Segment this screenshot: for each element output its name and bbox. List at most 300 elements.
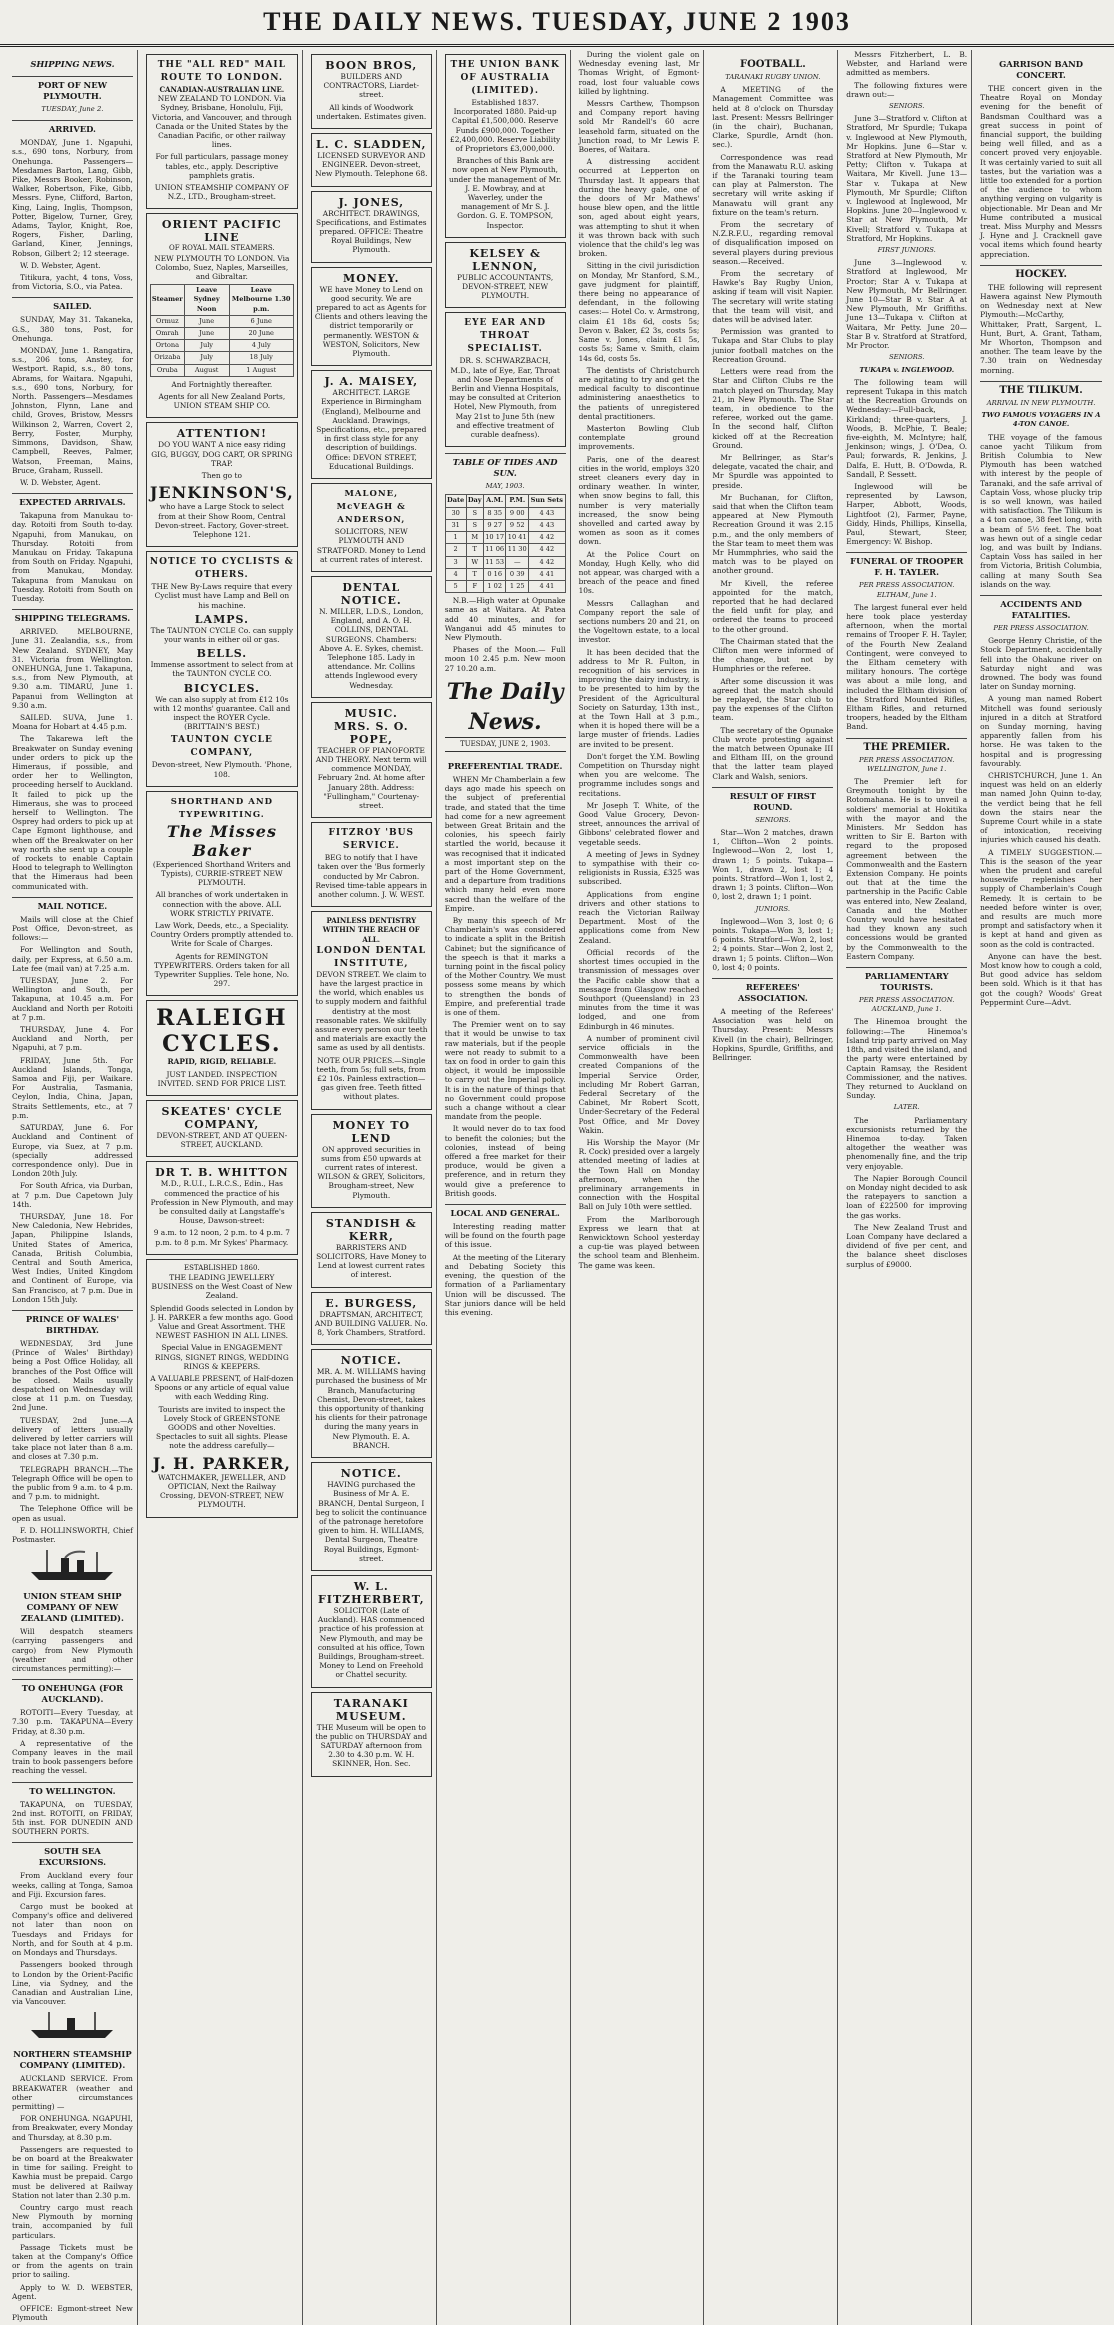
- excursion-heading: SOUTH SEA EXCURSIONS.: [12, 1842, 133, 1868]
- first-juniors-label: FIRST JUNIORS.: [877, 246, 936, 255]
- dental-text: N. MILLER, L.D.S., London, England, and A. O. H. COLLINS, DENTAL SURGEONS. Chambers: Above A. E. Sykes, chemist. Telephone 185. Lady in attendance. Mr. Collins attends Inglewood every Wednesday.: [319, 606, 424, 690]
- telegrams-heading: SHIPPING TELEGRAMS.: [12, 609, 133, 624]
- referees-text: A meeting of the Referees' Association was held on Thursday. Present: Messrs Kivell (in the chair), Bellringer, Hopkins, Spurdle, Griffiths, and Bellringer.: [712, 1007, 834, 1063]
- standish-ad: [311, 1212, 432, 1288]
- fitzroy-text: BEG to notify that I have taken over the 'Bus formerly conducted by Mr Cabron. Revised time-table appears in another column. J. W. WEST.: [315, 853, 428, 899]
- preferential-heading: PREFERENTIAL TRADE.: [447, 760, 563, 771]
- editorial-text-3: The Premier went on to say that it would be unwise to tax raw materials, but if the people were not ready to submit to a tax on food in order to gain this object, it would be impossible to carry out the Imperial policy. It is in the nature of things that no Government could propose such a change without a clear mandate from the people.: [444, 1020, 566, 1122]
- tides-th: Sun Sets: [529, 495, 566, 507]
- news-item: Applications from engine drivers and other stations to reach the Victorian Railway Department. Most of the applications come from New Zealand.: [578, 889, 700, 945]
- eye-text: DR. S. SCHWARZBACH, M.D., late of Eye, Ear, Throat and Nose Departments of Berlin and Vienna Hospitals, may be consulted at Criterion Hotel, New Plymouth, from May 21st to June 5th (new and effective treatment of curable deafness).: [449, 356, 562, 440]
- tides-cell: 1 02: [483, 580, 506, 592]
- telegrams-text: ARRIVED. MELBOURNE, June 31. Zealandia, s.s., from New Zealand. SYDNEY, May 31. Victoria from Wellington. ONEHUNGA, June 1. Takapuna, s.s., from New Plymouth, at 9.30 a.m. TIMARU, June 1. Papanui from Wellington at 9.30 a.m.: [12, 627, 133, 710]
- london-prices: NOTE OUR PRICES.—Single teeth, from 5s; full sets, from £2 10s. Painless extraction—gas given free. Teeth fitted without plates.: [316, 1055, 427, 1102]
- shorthand-text-2: All branches of work undertaken in connection with the above. ALL WORK STRICTLY PRIVATE.: [155, 890, 289, 918]
- representative-text: A representative of the Company leaves in the mail train to book passengers before reaching the vessel.: [12, 1738, 133, 1776]
- maisey-ad: [311, 370, 432, 479]
- boon-title: BOON BROS,: [325, 59, 418, 72]
- music-title: MUSIC.: [344, 706, 398, 720]
- skeates-ad: [146, 1100, 298, 1157]
- juniors-label: JUNIORS.: [755, 904, 791, 913]
- bank-title: THE UNION BANK OF AUSTRALIA (LIMITED).: [450, 60, 560, 96]
- orient-cell: 1 August: [229, 364, 293, 376]
- fitzherbert-ad: [311, 1575, 432, 1688]
- tukapa-heading: TUKAPA v. INGLEWOOD.: [859, 365, 955, 374]
- all-red-sub: CANADIAN-AUSTRALIAN LINE.: [159, 85, 285, 94]
- jones-text: ARCHITECT. DRAWINGS, Specifications, and Estimates prepared. OFFICE: Theatre Royal Buildings, New Plymouth.: [316, 208, 427, 255]
- sladden-title: L. C. SLADDEN,: [316, 138, 427, 152]
- tides-heading: TABLE OF TIDES AND SUN.: [445, 453, 566, 479]
- money-lend-title: MONEY TO LEND: [332, 1118, 411, 1145]
- burgess-title: E. BURGESS,: [325, 1296, 418, 1310]
- burgess-ad: [311, 1292, 432, 1346]
- editorial-dateline: TUESDAY, JUNE 2, 1903.: [445, 737, 566, 752]
- excursion-text: From Auckland every four weeks, calling at Tonga, Samoa and Fiji. Excursion fares.: [12, 1871, 133, 1899]
- junior-scores: Inglewood—Won 3, lost 0; 6 points. Tukapa—Won 3, lost 1; 6 points. Stratford—Won 2, lost 2; 4 points. Star—Won 2, lost 2, drawn 1; 5 points. Clifton—Won 0, lost 4; 0 points.: [712, 916, 834, 972]
- tides-row: [445, 568, 565, 580]
- raleigh-title: RALEIGH: [156, 1005, 288, 1032]
- birthday-text-3: TELEGRAPH BRANCH.—The Telegraph Office will be open to the public from 9 a.m. to 4 p.m. and 7 p.m. to midnight.: [12, 1464, 133, 1502]
- mail-heading: MAIL NOTICE.: [12, 897, 133, 912]
- orient-cell: Orizaba: [150, 352, 184, 364]
- news-item: At the Police Court on Monday, Hugh Kelly, who did not appear, was charged with a breach of the peace and fined 10s.: [578, 549, 700, 596]
- accident-text: A young man named Robert Mitchell was found seriously injured in a ditch at Stratford on Sunday morning, having apparently fallen from his horse. He was taken to the hospital and is progressing favourably.: [980, 694, 1102, 768]
- expected-heading: EXPECTED ARRIVALS.: [12, 493, 133, 508]
- northern-text-1: AUCKLAND SERVICE. From BREAKWATER (weather and other circumstances permitting) —: [12, 2074, 133, 2111]
- misses-baker: The Misses Baker: [166, 821, 277, 860]
- tilikum-text: THE voyage of the famous canoe yacht Tilikum from British Columbia to New Plymouth has been watched with interest by the people of Taranaki, and the safe arrival of Captain Voss, whose plucky trip is so well known, was hailed with satisfaction. The Tilikum is a 4 ton canoe, 38 feet long, with a beam of 5½ feet. The boat was hewn out of a single cedar log, and was built by Indians. Captain Voss has sailed in her from Victoria, British Columbia, calling at many South Sea islands on the way.: [980, 432, 1102, 589]
- raleigh-words: RAPID, RIGID, RELIABLE.: [167, 1057, 277, 1067]
- jewel-text-3: Special Value in ENGAGEMENT RINGS, SIGNET RINGS, WEDDING RINGS & KEEPERS.: [154, 1343, 289, 1371]
- tides-cell: T: [466, 568, 483, 580]
- jewel-text-2: Splendid Goods selected in London by J. H. PARKER a few months ago. Good Value and Great Assortment. THE NEWEST FASHION IN ALL LINES.: [150, 1303, 294, 1341]
- orient-table-row: [150, 364, 293, 376]
- steamship-icon: [27, 1548, 117, 1582]
- tides-cell: 5: [445, 580, 466, 592]
- column-6: [708, 50, 838, 2325]
- mail-text-8: THURSDAY, June 18. For New Caledonia, New Hebrides, Japan, Philippine Islands, United States of America, Canada, British Columbia, Central and South America, West Indies, United Kingdom and Continent of Europe, via San Francisco, at 7 p.m. Due in London 15th July.: [12, 1211, 133, 1304]
- jewel-text-4: A VALUABLE PRESENT, of Half-dozen Spoons or any article of equal value with each Wedding Ring.: [150, 1374, 294, 1402]
- expected-text: Takapuna from Manukau to-day. Rotoiti from South to-day. Ngapuhi, from Manukau, on Thursday. Rotoiti from Manukau on Friday. Takapuna from South on Friday. Ngapuhi, from Manukau, Monday. Takapuna from Manukau on Tuesday. Rotoiti from South on Tuesday.: [12, 511, 133, 603]
- shorthand-text-1: (Experienced Shorthand Writers and Typists), CURRIE-STREET NEW PLYMOUTH.: [152, 859, 291, 888]
- money-lend-text: ON approved securities in sums from £50 upwards at current rates of interest. WILSON & GREY, Solicitors, Brougham-street, New Plymouth.: [317, 1144, 426, 1200]
- tides-cell: 1 25: [506, 580, 529, 592]
- seniors-label: SENIORS.: [755, 815, 791, 824]
- orient-table-row: [150, 340, 293, 352]
- tourists-text: The Hinemoa brought the following:—The Hinemoa's Island trip party arrived on May 18th, and visited the island, and the party were entertained by Captain Ramsay, the Resident Commissioner, and the natives. They returned to Auckland on Sunday.: [846, 1017, 968, 1101]
- column-2: [142, 50, 303, 2325]
- orient-table-row: [150, 315, 293, 327]
- orient-cell: July: [184, 340, 229, 352]
- orient-cell: 4 July: [229, 340, 293, 352]
- masthead: [0, 0, 1114, 47]
- skeates-text: DEVON-STREET, AND AT QUEEN-STREET, AUCKLAND.: [156, 1131, 288, 1150]
- football-text: Letters were read from the Star and Clifton Clubs re the match played on Thursday, May 21, in New Plymouth. The Star team, in obedience to the referee, worked out the game. In the second half, Clifton kicked off at the Recreation Ground.: [712, 367, 834, 450]
- telegrams-text-2: SAILED. SUVA, June 1. Moana for Hobart at 4.45 p.m.: [12, 712, 133, 732]
- jones-ad: [311, 191, 432, 263]
- referees-heading: REFEREES' ASSOCIATION.: [712, 978, 833, 1004]
- tides-th: A.M.: [483, 495, 506, 507]
- notice-text-1: MR. A. M. WILLIAMS having purchased the business of Mr Branch, Manufacturing Chemist, Devon-street, takes this opportunity of thanking his clients for their patronage during the many years in New Plymouth. E. A. BRANCH.: [315, 1367, 428, 1450]
- established: ESTABLISHED 1860.: [184, 1263, 260, 1272]
- funeral-heading: FUNERAL OF TROOPER F. H. TAYLER.: [846, 552, 967, 578]
- steamship-icon-2: [27, 2010, 117, 2040]
- accident-text: CHRISTCHURCH, June 1. An inquest was held on an elderly man named John Quinn to-day, the verdict being that he fell down the stairs near the Supreme Court while in a state of intoxication, receiving injuries which caused his death.: [980, 771, 1102, 845]
- notice-text-2: HAVING purchased the Business of Mr A. E. BRANCH, Dental Surgeon, I beg to solicit the continuance of the patronage heretofore given to him. H. WILLIAMS, Dental Surgeon, Theatre Royal Buildings, Egmont-street.: [315, 1480, 427, 1563]
- all-red-ad: [146, 54, 298, 209]
- eye-title: EYE EAR AND THROAT SPECIALIST.: [464, 318, 546, 355]
- tides-cell: —: [506, 556, 529, 568]
- arrived-text: MONDAY, June 1. Ngapuhi, s.s., 690 tons, Norbury, from Onehunga. Passengers—Mesdames Barton, Lang, Gibb, Pike, Messrs Booker, Robinson, Walker, Robertson, Fike, Gibb, Messrs. Fyne, Clifford, Barton, King, Laing, Inglis, Thompson, Potter, Bigelow, Turner, Grey, Adams, Taylor, Knight, Roe, Rogers, Fisher, Darling, Garland, Kiner, Jennings, Robson, Gilbert 2; 12 steerage.: [12, 138, 133, 258]
- accident-text: A TIMELY SUGGESTION.—This is the season of the year when the prudent and careful housewife replenishes her supply of Chamberlain's Cough Remedy. It is certain to be needed before winter is over, and results are much more prompt and satisfactory when it is kept at hand and given as soon as the cold is contracted.: [980, 847, 1102, 949]
- junior-fixtures: June 3—Inglewood v. Stratford at Inglewood, Mr Proctor; Star A v. Tukapa at New Plymouth, Mr Bellringer. June 10—Star B v. Star A at New Plymouth, Mr Griffiths. June 13—Tukapa v. Clifton at Waitara, Mr Petty. June 20—Star B v. Stratford at Stratford, Mr Proctor.: [846, 258, 968, 351]
- football-text: From the secretary of Hawke's Bay Rugby Union, asking if team will visit Napier. The secretary will write stating that the team will visit, and dates will be advised later.: [712, 269, 834, 325]
- orient-cell: Ortona: [150, 340, 184, 352]
- column-3: [307, 50, 437, 2325]
- column-4: [441, 50, 571, 2325]
- sailed-text-2: MONDAY, June 1. Rangatira, s.s., 206 tons, Anstey, for Westport. Rapid, s.s., 80 tons, Abrams, for Waitara. Ngapuhi, s.s., 690 tons, Norbury, for North. Passengers—Mesdames Johnston, Flynn, Lane and child, Groves, Bristow, Messrs Wilkinson 2, Warren, Covert 2, Berry, Foster, Murphy, Simmons, Davidson, Shaw, Campbell, Reeves, Palmer, Watson, Freeman, Mains, Bruce, Graham, Russell.: [12, 346, 133, 475]
- northern-text-4: Country cargo must reach New Plymouth by morning train, accompanied by full particulars.: [12, 2202, 133, 2240]
- tides-cell: 4 43: [529, 519, 566, 531]
- union-text: Will despatch steamers (carrying passengers and cargo) from New Plymouth (weather and other circumstances permitting):—: [12, 1627, 133, 1674]
- mail-text-3: TUESDAY, June 2. For Wellington and South, per Takapuna, at 10.45 a.m. For Auckland and North per Rotoiti at 7 p.m.: [12, 976, 133, 1022]
- tides-cell: 10 17: [483, 532, 506, 544]
- notice-williams-ad: [311, 1462, 432, 1571]
- raleigh-ad: [146, 1000, 298, 1096]
- orient-th: Leave Sydney Noon: [184, 285, 229, 316]
- masthead-title: THE DAILY NEWS. TUESDAY, JUNE 2 1903: [263, 7, 851, 36]
- sladden-ad: [311, 133, 432, 187]
- bicycles-heading: BICYCLES.: [183, 681, 260, 695]
- tides-cell: 9 27: [483, 519, 506, 531]
- london-dental-ad: [311, 911, 432, 1109]
- football-text: Correspondence was read from the Manawatu R.U. asking if the Taranaki touring team can play at Palmerston. The secretary will write asking if Manawatu will grant any fixture on the team's return.: [712, 152, 834, 217]
- news-item: A meeting of Jews in Sydney to sympathise with their co-religionists in Russia, £325 was subscribed.: [578, 849, 700, 887]
- jenkinson-name: JENKINSON'S,: [149, 483, 294, 503]
- orient-th: Leave Melbourne 1.30 p.m.: [229, 285, 293, 316]
- moon-phases: Phases of the Moon.— Full moon 10 2.45 p.m. New moon 27 10.20 a.m.: [444, 645, 566, 673]
- news-item: Messrs Carthew, Thompson and Company report having sold Mr Randell's 60 acre leasehold farm, situated on the Junction road, to Mr Lewis F. Boeres, of Waitara.: [578, 99, 700, 155]
- london-title: LONDON DENTAL INSTITUTE,: [316, 944, 427, 969]
- shorthand-ad: [146, 791, 298, 997]
- newspaper-flag: The Daily News.: [446, 678, 564, 735]
- onehunga-heading: TO ONEHUNGA (FOR AUCKLAND).: [12, 1679, 133, 1705]
- shorthand-title: SHORTHAND AND TYPEWRITING.: [170, 796, 273, 820]
- kelsey-text: PUBLIC ACCOUNTANTS, DEVON-STREET, NEW PLYMOUTH.: [457, 272, 554, 301]
- news-item: His Worship the Mayor (Mr R. Cock) presided over a largely attended meeting of ladies at the Town Hall on Monday afternoon, when the preliminary arrangements in connection with the Hospital Ball on July 10th were settled.: [578, 1137, 700, 1212]
- wellington-text: TAKAPUNA, on TUESDAY, 2nd inst. ROTOITI, on FRIDAY, 5th inst. FOR DUNEDIN AND SOUTHERN PORTS.: [12, 1799, 133, 1837]
- tides-cell: 4: [445, 568, 466, 580]
- arrived-heading: ARRIVED.: [12, 120, 133, 135]
- tukapa-team: The following team will represent Tukapa in this match at the Recreation Grounds on Wednesday:—Full-back, Kirkland; three-quarters, J. Woods, B. McPhie, T. Beale; five-eighth, M. McIntyre; half, Jenkinson; wings, J. O'Dea, O. Paul; forwards, R. Jenkins, J. Dalfa, E. Hutt, B. O'Dowda, R. Sandall, P. Sessett.: [846, 377, 968, 479]
- funeral-text: The largest funeral ever held here took place yesterday afternoon, when the mortal remains of Trooper F. H. Tayler, of the Fourth New Zealand Contingent, were conveyed to the Eltham cemetery with military honours. The cortège was about a mile long, and included the Eltham division of the Stratford Mounted Rifles, Eltham Rifles, and returned troopers, headed by the Eltham Band.: [846, 602, 968, 732]
- pope-text: TEACHER OF PIANOFORTE AND THEORY. Next term will commence MONDAY, February 2nd. At home after January 28th. Address: "Fullingham," Courtenay-street.: [315, 745, 427, 810]
- money-ad: [311, 267, 432, 367]
- jewel-text-5: Tourists are invited to inspect the Lovely Stock of GREENSTONE GOODS and other Novelties. Spectacles to suit all sights. Please note the address carefully—: [156, 1404, 288, 1451]
- football-heading: FOOTBALL.: [739, 59, 806, 70]
- orient-cell: Ormuz: [150, 315, 184, 327]
- football-text: Mr Kivell, the referee appointed for the match, reported that he had declared the field unfit for play, and ordered the teams to proceed to the other ground.: [712, 578, 834, 634]
- attention-title: ATTENTION!: [176, 427, 267, 441]
- columns: [8, 50, 1106, 2323]
- tides-th: Day: [466, 495, 483, 507]
- football-sub: TARANAKI RUGBY UNION.: [725, 73, 821, 81]
- shipping-heading: SHIPPING NEWS.: [30, 59, 115, 69]
- premier-sub: PER PRESS ASSOCIATION. WELLINGTON, June 1.: [859, 755, 955, 773]
- tides-th: Date: [445, 495, 466, 507]
- editorial-text-4: It would never do to tax food to benefit the colonies; but the colonies, instead of being offered a free market for their produce, would be given a preference, and in return they would give a preference to British goods.: [444, 1124, 566, 1198]
- orient-cell: July: [184, 352, 229, 364]
- cycles-title: CYCLES.: [162, 1031, 282, 1058]
- tides-cell: 4 41: [529, 580, 566, 592]
- later-label: LATER.: [893, 1103, 920, 1112]
- raleigh-text: JUST LANDED. INSPECTION INVITED. SEND FOR PRICE LIST.: [157, 1069, 287, 1088]
- news-item: From the Marlborough Express we learn that at Renwicktown School yesterday a cup-tie was played between the school team and Blenheim. The game was keen.: [578, 1214, 700, 1270]
- mail-text-2: For Wellington and South, daily, per Express, at 6.50 a.m. Late fee (mail van) at 7.25 a.m.: [12, 945, 133, 973]
- bells-text: Immense assortment to select from at the TAUNTON CYCLE CO.: [150, 660, 294, 679]
- mail-text-6: SATURDAY, June 6. For Auckland and Continent of Europe, via Suez, at 7 p.m. (specially addressed correspondence only). Due in London 20th July.: [12, 1123, 133, 1179]
- tides-cell: 9 52: [506, 519, 529, 531]
- football-text: After some discussion it was agreed that the match should be replayed, the Star club to pay the expenses of the Clifton team.: [712, 676, 834, 723]
- accidents-heading: ACCIDENTS AND FATALITIES.: [980, 595, 1102, 621]
- news-item: Don't forget the Y.M. Bowling Competition on Thursday night when you are welcome. The programme includes songs and recitations.: [578, 751, 700, 798]
- orient-cell: August: [184, 364, 229, 376]
- jewellery-ad: [146, 1259, 298, 1518]
- tides-th: P.M.: [506, 495, 529, 507]
- museum-text: THE Museum will be open to the public on THURSDAY and SATURDAY afternoon from 2.30 to 4.30 p.m. W. H. SKINNER, Hon. Sec.: [315, 1722, 428, 1769]
- orient-text-2: And Fortnightly thereafter.: [171, 379, 273, 389]
- fitzroy-ad: [311, 822, 432, 907]
- orient-cell: 18 July: [229, 352, 293, 364]
- tides-row: [445, 544, 565, 556]
- boon-text-2: All kinds of Woodwork undertaken. Estimates given.: [316, 102, 427, 121]
- bells-heading: BELLS.: [196, 647, 248, 661]
- sailed-text: SUNDAY, May 31. Takaneka, G.S., 380 tons, Post, for Onehunga.: [12, 315, 133, 343]
- napier-text: The Napier Borough Council on Monday night decided to ask the ratepayers to sanction a loan of £22500 for improving the gas works.: [846, 1173, 968, 1220]
- museum-ad: [311, 1692, 432, 1777]
- attention-text-3: who have a Large Stock to select from at their Show Room, Central Devon-street. Factory, Gover-street. Telephone 121.: [154, 502, 289, 539]
- seniors-label-2: SENIORS.: [888, 353, 925, 362]
- tilikum-sub-2: TWO FAMOUS VOYAGERS IN A 4-TON CANOE.: [981, 411, 1101, 429]
- news-item: Masterton Bowling Club contemplate ground improvements.: [578, 423, 700, 452]
- agent-signature: W. D. Webster, Agent.: [20, 260, 101, 270]
- fitzroy-title: FITZROY 'BUS SERVICE.: [328, 828, 414, 852]
- northern-text-2: FOR ONEHUNGA. NGAPUHI, from Breakwater, every Monday and Thursday, at 8.30 p.m.: [12, 2114, 133, 2142]
- shipping-date: TUESDAY, June 2.: [41, 105, 104, 113]
- lamps-heading: LAMPS.: [194, 612, 249, 626]
- seniors-label: SENIORS.: [888, 102, 925, 111]
- taunton-text: Devon-street, New Plymouth. 'Phone, 108.: [151, 760, 292, 779]
- local-heading: LOCAL AND GENERAL.: [445, 1204, 566, 1219]
- taunton-name: TAUNTON CYCLE COMPANY,: [170, 735, 273, 759]
- tides-cell: 11 06: [483, 544, 506, 556]
- malone-title: MALONE, McVEAGH & ANDERSON,: [336, 489, 406, 526]
- birthday-text-4: The Telephone Office will be open as usual.: [12, 1504, 133, 1523]
- accident-text: George Henry Christie, of the Stock Department, accidentally fell into the Ohakune river on Saturday night and was drowned. The body was found later on Sunday morning.: [980, 636, 1102, 692]
- tides-row: [445, 580, 565, 592]
- sladden-text: LICENSED SURVEYOR AND ENGINEER. Devon-street, New Plymouth. Telephone 68.: [315, 151, 428, 179]
- orient-cell: 20 June: [229, 328, 293, 340]
- football-text: Permission was granted to Tukapa and Star Clubs to play junior football matches on the Recreation Ground.: [712, 327, 834, 364]
- takarewa-text: The Takarewa left the Breakwater on Sunday evening under orders to pick up the Himeraus, if possible, and order her to Wellington, proceeding herself to Auckland. It failed to pick up the Himeraus, she was to proceed herself to Wellington. The Osprey had orders to pick up at Cape Egmont lighthouse, and when off the Breakwater on her way north she sent up a couple of rockets to enable Captain Hood to telegraph to Wellington that the Himeraus had been communicated with.: [12, 734, 133, 891]
- sailed-heading: SAILED.: [12, 297, 133, 312]
- tides-cell: S: [466, 519, 483, 531]
- news-item: Mr Joseph T. White, of the Good Value Grocery, Devon-street, announces the arrival of Gibbons' celebrated flower and vegetable seeds.: [578, 800, 700, 847]
- boon-ad: [311, 54, 432, 129]
- birthday-text-2: TUESDAY, 2nd June.—A delivery of letters usually delivered by letter carriers will take place not later than 8 a.m. and closes at 7.30 p.m.: [12, 1415, 133, 1462]
- football-text: The secretary of the Opunake Club wrote protesting against the match between Opunake III and Eltham III, on the ground that the latter team played Clark and Walsh, seniors.: [712, 725, 834, 781]
- attention-ad: [146, 422, 298, 547]
- northern-text-3: Passengers are requested to be on board at the Breakwater in time for sailing. Freight to Kawhia must be prepaid. Cargo must be delivered at Railway Station not later than 2.30 p.m.: [12, 2144, 133, 2200]
- malone-text: SOLICITORS, NEW PLYMOUTH AND STRATFORD. Money to Lend at current rates of interest.: [316, 527, 426, 564]
- money-text: WE have Money to Lend on good security. We are prepared to act as Agents for Clients and others leaving the district temporarily or permanently. WESTON & WESTON, Solicitors, New Plymouth.: [314, 284, 428, 359]
- orient-cell: June: [184, 315, 229, 327]
- fitzherbert-text: SOLICITOR (Late of Auckland). HAS commenced practice of his profession at New Plymouth, and may be consulted at his office, Town Buildings, Brougham-street. Money to Lend on Freehold or Chattel security.: [317, 1605, 425, 1680]
- museum-title: TARANAKI MUSEUM.: [333, 1696, 409, 1723]
- tourists-sub: PER PRESS ASSOCIATION. AUCKLAND, June 1.: [859, 996, 955, 1014]
- tides-cell: 4 43: [529, 507, 566, 519]
- tourists-heading: PARLIAMENTARY TOURISTS.: [846, 967, 967, 993]
- all-red-text-1: NEW ZEALAND TO LONDON. Via Sydney, Brisbane, Honolulu, Fiji, Victoria, and Vancouver, and through Canada or the United States by the Canadian Pacific, or other railway lines.: [151, 94, 292, 150]
- orient-title: ORIENT PACIFIC LINE: [161, 218, 282, 245]
- london-text: DEVON STREET. We claim to have the largest practice in the world, which enables us to supply modern and faithful dentistry at the most reasonable rates. We skilfully assure every person our teeth and materials are exactly the same as used by all dentists.: [315, 969, 428, 1053]
- dental-ad: [311, 576, 432, 698]
- northern-agent: Apply to W. D. WEBSTER, Agent.: [12, 2282, 133, 2301]
- northern-text-5: Passage Tickets must be taken at the Company's Office or from the agents on train prior to sailing.: [12, 2242, 133, 2280]
- senior-fixtures: June 3—Stratford v. Clifton at Stratford, Mr Spurdle; Tukapa v. Inglewood at New Plymouth, Mr Hopkins. June 6—Star v. Stratford at New Plymouth, Mr Petty; Clifton v. Tukapa at Waitara, Mr Kivell. June 13—Star v. Tukapa at New Plymouth, Mr Spurdle; Clifton v. Inglewood at Inglewood, Mr Hopkins. June 20—Inglewood v. Star at New Plymouth, Mr Kivell; Stratford v. Tukapa at Stratford, Mr Hopkins.: [846, 114, 968, 243]
- tides-cell: 3: [445, 556, 466, 568]
- music-ad: [311, 702, 432, 818]
- orient-text-1: NEW PLYMOUTH TO LONDON. Via Colombo, Suez, Naples, Marseilles, and Gibraltar.: [154, 253, 290, 282]
- news-item: A number of prominent civil service officials in the Commonwealth have been created Companions of the Imperial Service Order, including Mr Robert Garran, Federal Secretary of the Cabinet, Mr Robert Scott, Under-Secretary of the Federal Post Office, and Mr Dovey Wakin.: [578, 1033, 700, 1135]
- tides-cell: 30: [445, 507, 466, 519]
- later-text: The Parliamentary excursionists returned by the Hinemoa to-day. Taken altogether the weather was phenomenally fine, and the trip very enjoyable.: [846, 1115, 968, 1171]
- postmaster-signature: F. D. HOLLINSWORTH, Chief Postmaster.: [12, 1525, 133, 1545]
- northern-office: OFFICE: Egmont-street New Plymouth: [12, 2303, 133, 2323]
- column-7: [842, 50, 972, 2325]
- orient-cell: Omrah: [150, 328, 184, 340]
- cyclists-ad: [146, 551, 298, 787]
- orient-th: Steamer: [150, 285, 184, 316]
- wellington-heading: TO WELLINGTON.: [12, 1782, 133, 1797]
- local-text-1: Interesting reading matter will be found on the fourth page of this issue.: [444, 1222, 566, 1250]
- mail-text-5: FRIDAY, June 5th. For Auckland Islands, Tonga, Samoa and Fiji, per Waikare. For Australia, Tasmania, Ceylon, India, China, Japan, Straits Settlements, etc., at 7 p.m.: [12, 1055, 133, 1120]
- attention-text-1: DO YOU WANT A nice easy riding GIG, BUGGY, DOG CART, OR SPRING TRAP.: [151, 440, 293, 468]
- attention-text-2: Then go to: [201, 471, 242, 481]
- orient-cell: Oruba: [150, 364, 184, 376]
- football-text: Mr Bellringer, as Star's delegate, vacated the chair, and Mr Spurdle was appointed to preside.: [712, 452, 834, 490]
- painless-title: PAINLESS DENTISTRY WITHIN THE REACH OF ALL.: [322, 916, 420, 944]
- news-item: Official records of the shortest times occupied in the transmission of messages over the Pacific cable show that a message from Glasgow reached Southport (Queensland) in 23 minutes from the time it was lodged, and one from Edinburgh in 46 minutes.: [578, 947, 700, 1031]
- onehunga-text: ROTOITI—Every Tuesday, at 7.30 p.m. TAKAPUNA—Every Friday, at 8.30 p.m.: [12, 1708, 133, 1736]
- notice-title-2: NOTICE.: [340, 1467, 402, 1481]
- tides-header-row: [445, 495, 565, 507]
- maisey-title: J. A. MAISEY,: [324, 375, 419, 389]
- tides-cell: 1: [445, 532, 466, 544]
- standish-text: BARRISTERS AND SOLICITORS, Have Money to Lend at lowest current rates of interest.: [316, 1242, 427, 1280]
- maisey-text: ARCHITECT. LARGE Experience in Birmingham (England), Melbourne and Auckland. Drawings, Specifications, etc., prepared in first class style for any description of buildings. Office: DEVON STREET, Educational Buildings.: [316, 388, 427, 471]
- birthday-text-1: WEDNESDAY, 3rd June (Prince of Wales' Birthday) being a Post Office Holiday, all branches of the Post Office will be closed. Mails usually despatched on Wednesday will close at 11 p.m. on Tuesday, 2nd June.: [12, 1338, 133, 1413]
- tides-table: [445, 494, 566, 593]
- column-8: [976, 50, 1106, 2325]
- tides-month: MAY, 1903.: [485, 482, 525, 491]
- money-lend-ad: [311, 1114, 432, 1208]
- lamps-text: The TAUNTON CYCLE Co. can supply your wants in either oil or gas.: [150, 625, 294, 644]
- mail-text-7: For South Africa, via Durban, at 7 p.m. Due Capetown July 14th.: [12, 1181, 133, 1209]
- tilikum-sub: ARRIVAL IN NEW PLYMOUTH.: [986, 398, 1096, 407]
- fixtures-intro: Messrs Fitzherbert, L. B. Webster, and Harland were admitted as members.: [846, 50, 968, 78]
- football-text: A MEETING of the Management Committee was held at 8 o'clock on Thursday last. Present: Messrs Bellringer (in the chair), Buchanan, Clarke, Spurdle, Arndt (hon. sec.).: [712, 85, 834, 150]
- agent-signature-2: W. D. Webster, Agent.: [20, 477, 101, 487]
- news-item: Paris, one of the dearest cities in the world, employs 320 street cleaners every day in ordinary weather. In winter, when snow begins to fall, this number is very materially increased, the snow being shovelled and carted away by women as soon as it comes down.: [578, 454, 700, 547]
- funeral-sub: PER PRESS ASSOCIATION. ELTHAM, June 1.: [859, 581, 955, 599]
- kelsey-ad: [445, 242, 566, 309]
- garrison-text: THE concert given in the Theatre Royal on Monday evening for the benefit of Bandsman Coulthard was a great success in point of financial support, the building being well filled, and as a concert proved very enjoyable. It was certainly varied to suit all tastes, but the variation was a little too extended for a portion of the audience to whom anything verging on vulgarity is objectionable. Mr Dean and Mr Hume contributed a musical treat. Miss Murphy and Messrs J. Hyne and J. Cracknell gave vocal items which found hearty appreciation.: [980, 84, 1102, 259]
- tides-cell: S: [466, 507, 483, 519]
- kelsey-title: KELSEY & LENNON,: [469, 246, 541, 273]
- jewel-text-1: THE LEADING JEWELLERY BUSINESS on the West Coast of New Zealand.: [151, 1273, 293, 1301]
- tides-row: [445, 507, 565, 519]
- notice-title-1: NOTICE.: [340, 1354, 402, 1368]
- news-item: It has been decided that the address to Mr R. Fulton, in recognition of his services in improving the dairy industry, is to be presented to him by the President of the Agricultural Society on Saturday, 13th inst., at the Town Hall at 3 p.m., when it is hoped there will be a large muster of friends. Ladies are invited to be present.: [578, 647, 700, 749]
- orient-table-row: [150, 328, 293, 340]
- tides-note: N.B.—High water at Opunake same as at Waitara. At Patea add 40 minutes, and for Wanganui add 45 minutes to New Plymouth.: [444, 596, 566, 642]
- all-red-text-3: UNION STEAMSHIP COMPANY OF N.Z., LTD., Brougham-street.: [154, 183, 290, 202]
- whitton-text-2: 9 a.m. to 12 noon, 2 p.m. to 4 p.m. 7 p.m. to 8 p.m. Mr Sykes' Pharmacy.: [153, 1228, 290, 1247]
- jones-title: J. JONES,: [338, 195, 405, 209]
- parker-name: J. H. PARKER,: [152, 1453, 291, 1473]
- cargo-text: Cargo must be booked at Company's office and delivered not later than noon on Tuesdays and Fridays for North, and for South at 4 p.m. on Mondays and Thursdays.: [12, 1902, 133, 1958]
- hockey-text: THE following will represent Hawera against New Plymouth on Wednesday next at New Plymouth:—McCarthy, Whittaker, Pratt, Sargent, L. Hunt, Burt, A. Grant, Tatham, Mr Whorton, Thompson and another. The team leave by the 7.30 train on Wednesday morning.: [980, 282, 1102, 375]
- tides-cell: 9 00: [506, 507, 529, 519]
- tides-cell: 0 16: [483, 568, 506, 580]
- orient-table-header: [150, 285, 293, 316]
- tides-cell: 4 42: [529, 532, 566, 544]
- whitton-title: DR T. B. WHITTON: [155, 1166, 289, 1180]
- whitton-ad: [146, 1161, 298, 1254]
- tides-cell: T: [466, 544, 483, 556]
- all-red-text-2: For full particulars, passage money tables, etc., apply. Descriptive pamphlets gratis.: [155, 152, 289, 180]
- tides-cell: 11 53: [483, 556, 506, 568]
- skeates-title: SKEATES' CYCLE COMPANY,: [161, 1105, 283, 1131]
- tides-cell: 10 41: [506, 532, 529, 544]
- football-text: The Chairman stated that the Clifton men were informed of the change, but not by Humphries or the referee.: [712, 636, 834, 674]
- money-title: MONEY.: [343, 271, 400, 285]
- first-round-heading: RESULT OF FIRST ROUND.: [712, 787, 833, 813]
- tides-cell: F: [466, 580, 483, 592]
- tides-row: [445, 532, 565, 544]
- boon-text-1: BUILDERS AND CONTRACTORS, Liardet-street.: [323, 72, 420, 100]
- hockey-heading: HOCKEY.: [980, 265, 1102, 280]
- tilikum-heading: THE TILIKUM.: [980, 381, 1102, 396]
- tides-cell: 11 30: [506, 544, 529, 556]
- tides-cell: 31: [445, 519, 466, 531]
- mail-text-1: Mails will close at the Chief Post Office, Devon-street, as follows:—: [12, 914, 133, 943]
- burgess-text: DRAFTSMAN, ARCHITECT, AND BUILDING VALUER. No. 8, York Chambers, Stratford.: [314, 1309, 428, 1338]
- orient-ad: [146, 213, 298, 418]
- editorial-text-2: By many this speech of Mr Chamberlain's was considered to indicate a split in the British Cabinet; but the significance of the speech is that it marks a turning point in the fiscal policy of the Mother Country. We must possess some means by which to strengthen the bonds of Empire, and preferential trade is one of them.: [444, 915, 566, 1018]
- pope-title: MRS. S. O. POPE,: [334, 719, 409, 746]
- tides-cell: 8 35: [483, 507, 506, 519]
- football-text: From the secretary of N.Z.R.F.U., regarding removal of disqualification imposed on several players during previous season.—Received.: [712, 220, 834, 266]
- bicycles-text: We can also supply at from £12 10s with 12 months' guarantee. Call and inspect the ROYER Cycle. (BRITTAIN'S BEST.): [153, 694, 291, 732]
- parker-text: WATCHMAKER, JEWELLER, AND OPTICIAN, Next the Railway Crossing, DEVON-STREET, NEW PLYMOUTH.: [157, 1472, 286, 1510]
- tides-cell: 2: [445, 544, 466, 556]
- column-5: [575, 50, 705, 2325]
- port-heading: PORT OF NEW PLYMOUTH.: [12, 76, 133, 102]
- accidents-sub: PER PRESS ASSOCIATION.: [993, 623, 1089, 632]
- premier-text: The Premier left for Greymouth tonight by the Rotomahana. He is to unveil a soldiers' memorial at Hokitika with the mayor and the Ministers. Mr Seddon has written to Sir E. Barton with regard to the proposed agreement between the Commonwealth and the Eastern Extension Company. He points out that at the time the partnership in the Pacific Cable was entered into, New Zealand, Canada and the Mother Country would have hesitated had they known any such concessions would be granted by the Commonwealth to the Eastern Company.: [846, 777, 968, 961]
